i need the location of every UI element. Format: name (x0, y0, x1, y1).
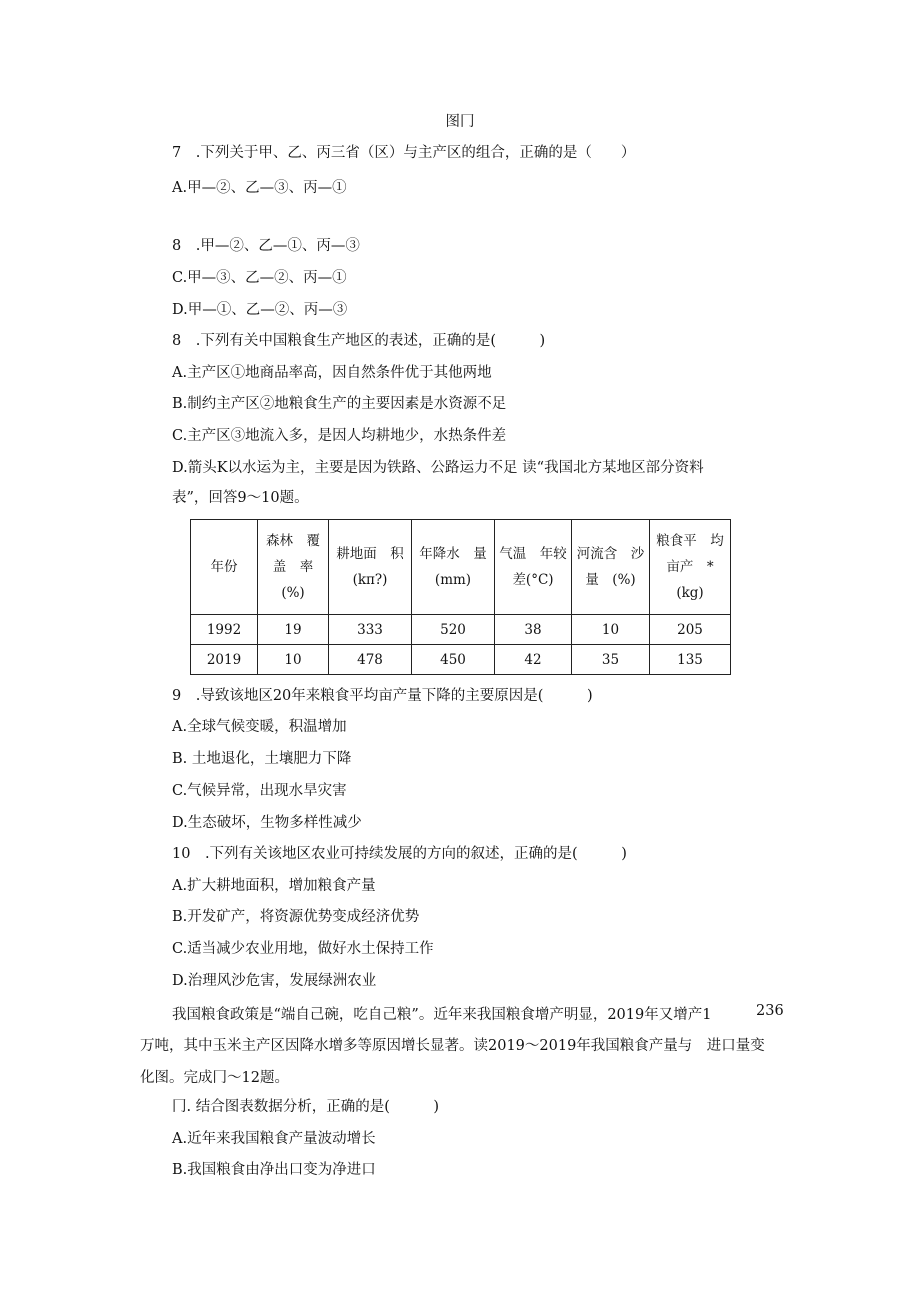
table-header-cell: 耕地面 积 (kπ?) (329, 520, 412, 615)
table-cell: 520 (412, 615, 495, 645)
question-9-stem: 9 .导致该地区20年来粮食平均亩产量下降的主要原因是( ) (172, 688, 593, 704)
question-7-option-c: C.甲—③、乙—②、丙—① (172, 270, 347, 286)
table-cell: 42 (495, 645, 572, 675)
table-cell: 205 (650, 615, 731, 645)
passage-line-1-tail: 236 (756, 1003, 784, 1019)
table-cell: 10 (572, 615, 650, 645)
table-header-cell: 河流含 沙 量 (%) (572, 520, 650, 615)
table-row (191, 615, 731, 645)
table-cell: 10 (258, 645, 329, 675)
question-8-option-d-end: 表”，回答9～10题。 (172, 490, 309, 506)
question-8-option-b: B.制约主产区②地粮食生产的主要因素是水资源不足 (172, 396, 507, 412)
figure-caption: 图冂 (445, 114, 475, 130)
question-9-option-c: C.气候异常，出现水旱灾害 (172, 783, 347, 799)
table-cell: 333 (329, 615, 412, 645)
table-header-cell: 粮食平 均 亩产 *(kg) (650, 520, 731, 615)
table-cell: 135 (650, 645, 731, 675)
question-9-option-d: D.生态破坏，生物多样性减少 (172, 815, 362, 831)
table-cell: 35 (572, 645, 650, 675)
table-cell: 19 (258, 615, 329, 645)
table-cell: 38 (495, 615, 572, 645)
question-7-option-a: A.甲—②、乙—③、丙—① (172, 180, 347, 196)
passage-line-3: 化图。完成冂～12题。 (140, 1070, 289, 1086)
passage-line-2: 万吨，其中玉米主产区因降水增多等原因增长显著。读2019～2019年我国粮食产量与 进口量变 (140, 1038, 765, 1054)
table-header-cell: 森林 覆 盖 率 (%) (258, 520, 329, 615)
question-9-option-a: A.全球气候变暖，积温增加 (172, 719, 347, 735)
question-11-option-b: B.我国粮食由净出口变为净进口 (172, 1162, 376, 1178)
question-8-stem: 8 .下列有关中国粮食生产地区的表述，正确的是( ) (172, 333, 546, 349)
question-7-option-d: D.甲—①、乙—②、丙—③ (172, 302, 348, 318)
table-row (191, 645, 731, 675)
question-10-stem: 10 .下列有关该地区农业可持续发展的方向的叙述，正确的是( ) (172, 846, 627, 862)
question-8-option-c: C.主产区③地流入多，是因人均耕地少，水热条件差 (172, 428, 507, 444)
question-11-option-a: A.近年来我国粮食产量波动增长 (172, 1131, 376, 1147)
table-cell: 450 (412, 645, 495, 675)
question-7-option-b: 8 .甲—②、乙—①、丙—③ (172, 238, 360, 254)
question-10-option-b: B.开发矿产，将资源优势变成经济优势 (172, 909, 420, 925)
table-header-row (191, 520, 731, 615)
table-cell: 1992 (191, 615, 258, 645)
table-header-cell: 气温 年较 差(°C) (495, 520, 572, 615)
table-header-cell: 年份 (191, 520, 258, 615)
question-8-option-d: D.箭头K以水运为主，主要是因为铁路、公路运力不足 读“我国北方某地区部分资料 (172, 460, 704, 476)
data-table (190, 519, 731, 675)
question-11-stem: 冂. 结合图表数据分析，正确的是( ) (172, 1099, 440, 1115)
question-10-option-c: C.适当减少农业用地，做好水土保持工作 (172, 941, 434, 957)
question-8-option-a: A.主产区①地商品率高，因自然条件优于其他两地 (172, 365, 492, 381)
question-9-option-b: B. 土地退化，土壤肥力下降 (172, 751, 352, 767)
passage-line-1: 我国粮食政策是“端自己碗，吃自己粮”。近年来我国粮食增产明显，2019年又增产1 (172, 1007, 712, 1023)
question-10-option-a: A.扩大耕地面积，增加粮食产量 (172, 878, 376, 894)
table-cell: 478 (329, 645, 412, 675)
table-cell: 2019 (191, 645, 258, 675)
question-7-stem: 7 .下列关于甲、乙、丙三省（区）与主产区的组合，正确的是（ ） (172, 145, 636, 161)
question-10-option-d: D.治理风沙危害，发展绿洲农业 (172, 973, 377, 989)
table-header-cell: 年降水 量 (mm) (412, 520, 495, 615)
